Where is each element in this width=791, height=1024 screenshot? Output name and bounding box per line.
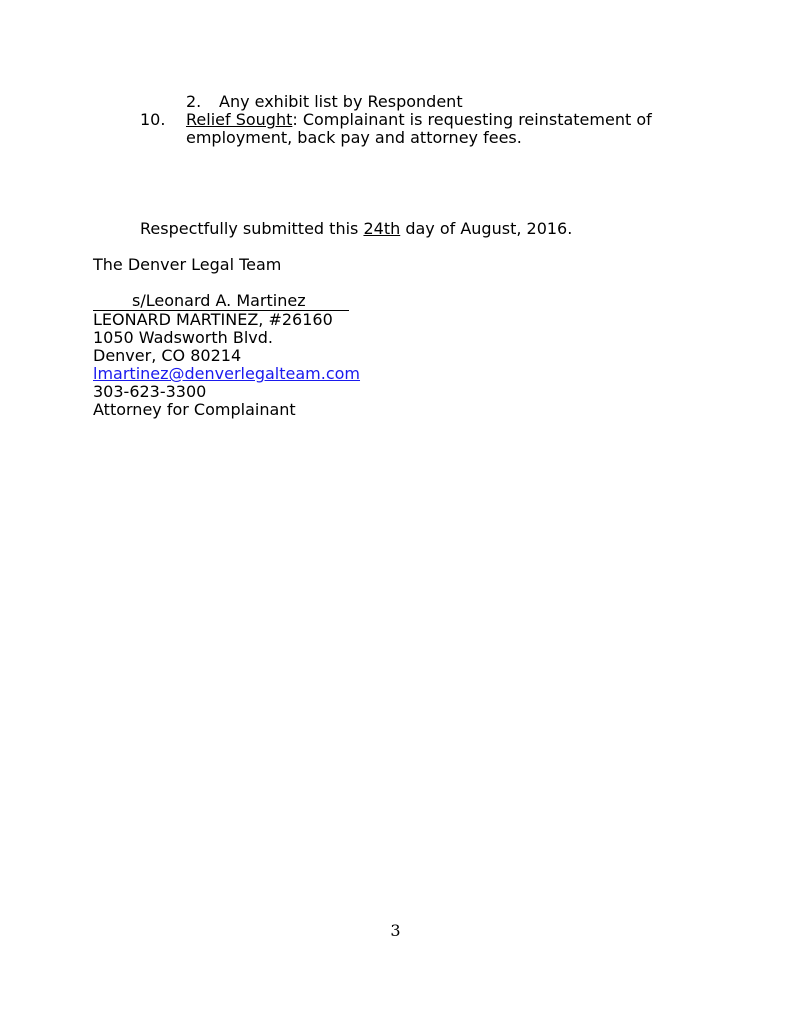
phone-number: 303-623-3300 <box>93 382 207 401</box>
relief-item-line2: employment, back pay and attorney fees. <box>186 128 522 147</box>
address-line2: Denver, CO 80214 <box>93 346 242 365</box>
signature-line <box>93 292 349 311</box>
submission-suffix: day of August, 2016. <box>400 219 573 238</box>
attorney-role: Attorney for Complainant <box>93 400 296 419</box>
submission-day: 24th <box>363 219 401 238</box>
signature-name: s/Leonard A. Martinez <box>132 291 306 310</box>
relief-item-number: 10. <box>140 110 166 129</box>
submission-statement <box>140 220 572 238</box>
address-line1: 1050 Wadsworth Blvd. <box>93 328 273 347</box>
page-number: 3 <box>390 921 401 940</box>
exhibit-item-number: 2. <box>186 92 202 111</box>
attorney-name: LEONARD MARTINEZ, #26160 <box>93 310 333 329</box>
firm-name: The Denver Legal Team <box>93 255 282 274</box>
email-link[interactable]: lmartinez@denverlegalteam.com <box>93 364 361 383</box>
relief-sought-text: : Complainant is requesting reinstatement of <box>292 110 652 129</box>
exhibit-item-text: Any exhibit list by Respondent <box>219 92 463 111</box>
relief-sought-heading: Relief Sought <box>186 110 293 129</box>
submission-prefix: Respectfully submitted this <box>140 219 364 238</box>
relief-item-line1 <box>186 111 652 129</box>
